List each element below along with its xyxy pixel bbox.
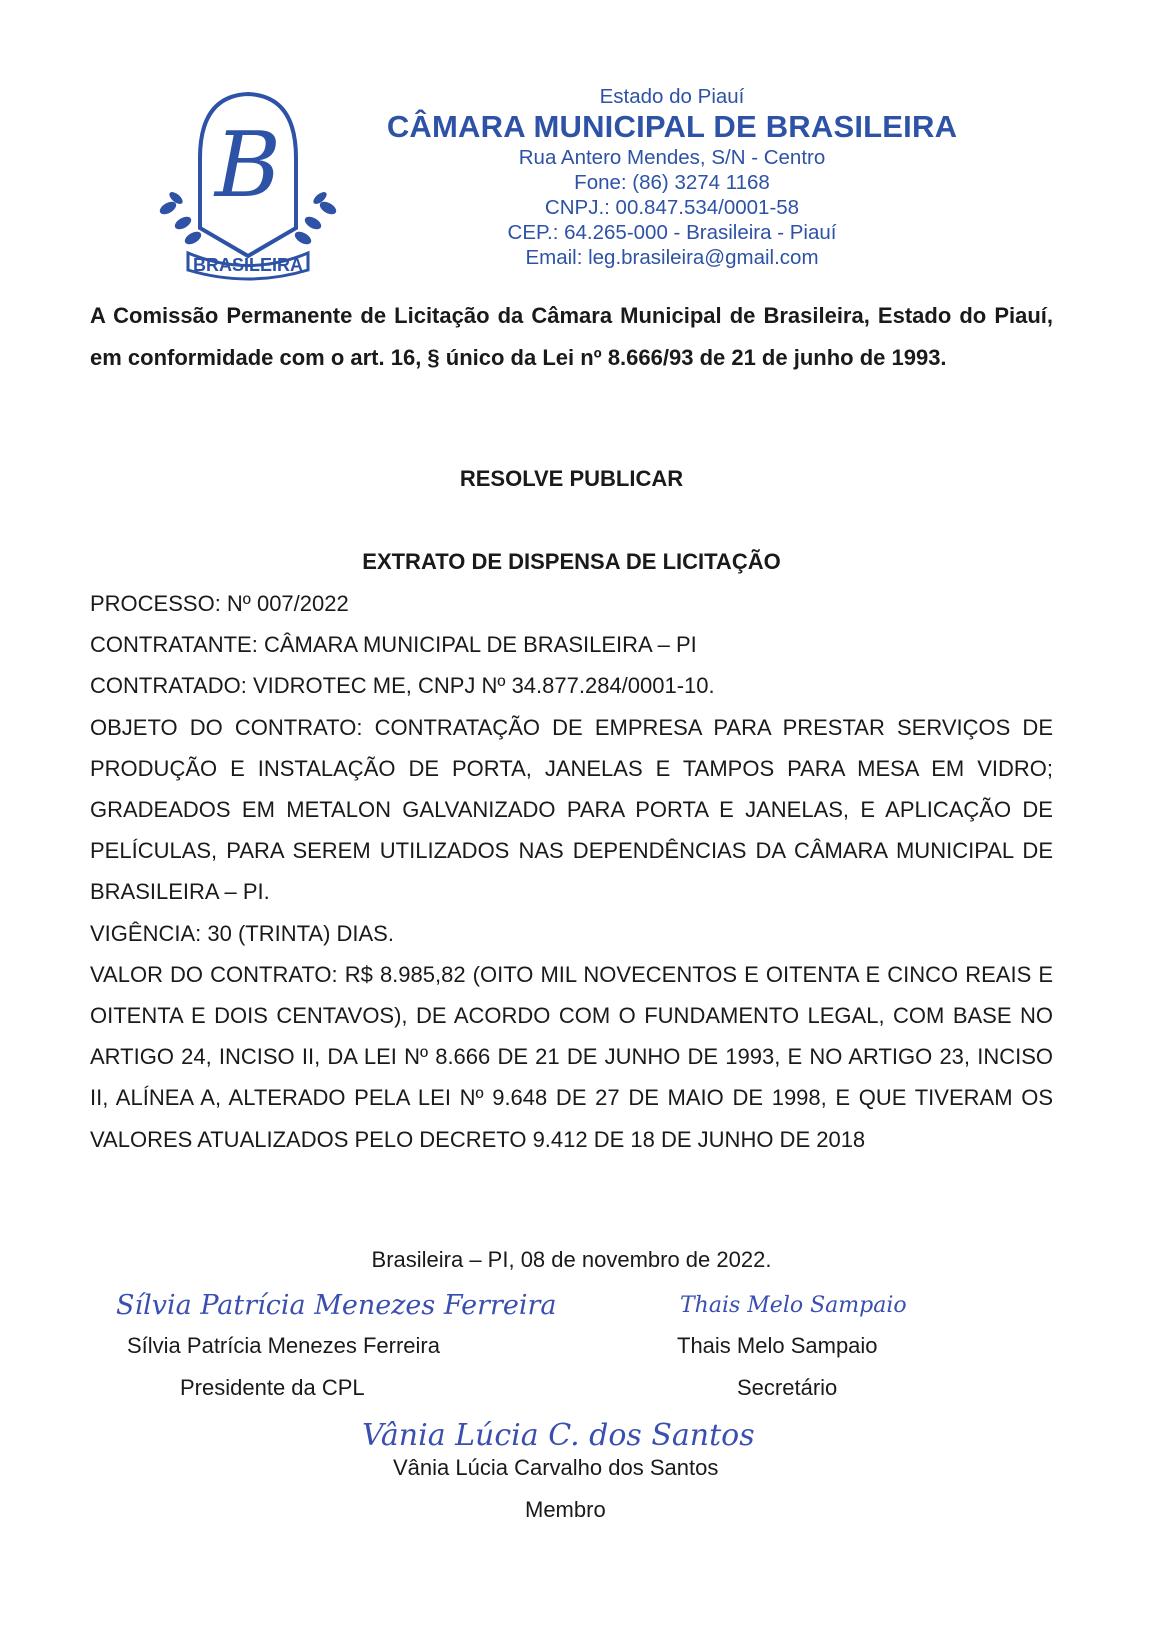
address: Rua Antero Mendes, S/N - Centro bbox=[518, 146, 826, 169]
institution-title: CÂMARA MUNICIPAL DE BRASILEIRA bbox=[386, 109, 958, 144]
letterhead bbox=[372, 84, 972, 270]
intro-paragraph: A Comissão Permanente de Licitação da Câmara Municipal de Brasileira, Estado do Piauí, em conformidade com o art. 16, § único da Lei nº 8.666/93 de 21 de junho de 1993. bbox=[90, 303, 1053, 370]
extract-body bbox=[90, 583, 1053, 1160]
signatory-role: Secretário bbox=[737, 1375, 838, 1400]
svg-text:B: B bbox=[214, 113, 282, 218]
vigencia-field: VIGÊNCIA: 30 (TRINTA) DIAS. bbox=[90, 920, 394, 946]
signatory-name: Vânia Lúcia Carvalho dos Santos bbox=[393, 1455, 719, 1480]
cnpj: CNPJ.: 00.847.534/0001-58 bbox=[544, 196, 800, 219]
signatory-name: Thais Melo Sampaio bbox=[677, 1333, 878, 1358]
signature-thais: Thais Melo Sampaio bbox=[680, 1293, 907, 1318]
extract-title: EXTRATO DE DISPENSA DE LICITAÇÃO bbox=[362, 549, 781, 574]
objeto-field: OBJETO DO CONTRATO: CONTRATAÇÃO DE EMPRESA PARA PRESTAR SERVIÇOS DE PRODUÇÃO E INSTALAÇÃO DE PORTA, JANELAS E TAMPOS PARA MESA EM VIDRO; GRADEADOS EM METALON GALVANIZADO PARA PORTA E JANELAS, E APLICAÇÃO DE PELÍCULAS, PARA SEREM UTILIZADOS NAS DEPENDÊNCIAS DA CÂMARA MUNICIPAL DE BRASILEIRA – PI. bbox=[90, 714, 1053, 905]
contratado-field: CONTRATADO: VIDROTEC ME, CNPJ Nº 34.877.284/0001-10. bbox=[90, 673, 715, 699]
chamber-logo bbox=[148, 88, 348, 283]
svg-text:BRASILEIRA: BRASILEIRA bbox=[192, 255, 304, 275]
phone: Fone: (86) 3274 1168 bbox=[574, 171, 770, 194]
state-name: Estado do Piauí bbox=[599, 85, 745, 108]
signature-silvia: Sílvia Patrícia Menezes Ferreira bbox=[116, 1290, 557, 1321]
cep: CEP.: 64.265-000 - Brasileira - Piauí bbox=[507, 221, 837, 244]
signatory-role: Presidente da CPL bbox=[180, 1375, 365, 1400]
processo-field: PROCESSO: Nº 007/2022 bbox=[90, 591, 349, 616]
valor-field: VALOR DO CONTRATO: R$ 8.985,82 (OITO MIL NOVECENTOS E OITENTA E CINCO REAIS E OITENTA E DOIS CENTAVOS), DE ACORDO COM O FUNDAMENTO LEGAL, COM BASE NO ARTIGO 24, INCISO II, DA LEI Nº 8.666 DE 21 DE JUNHO DE 1993, E NO ARTIGO 23, INCISO II, ALÍNEA A, ALTERADO PELA LEI Nº 9.648 DE 27 DE MAIO DE 1998, E QUE TIVERAM OS VALORES ATUALIZADOS PELO DECRETO 9.412 DE 18 DE JUNHO DE 2018 bbox=[90, 961, 1053, 1152]
date-line: Brasileira – PI, 08 de novembro de 2022. bbox=[371, 1247, 772, 1272]
signature-vania: Vânia Lúcia C. dos Santos bbox=[362, 1418, 755, 1453]
signatory-role: Membro bbox=[525, 1497, 606, 1522]
signatory-name: Sílvia Patrícia Menezes Ferreira bbox=[127, 1333, 440, 1358]
resolve-heading: RESOLVE PUBLICAR bbox=[459, 466, 684, 491]
email: Email: leg.brasileira@gmail.com bbox=[525, 246, 819, 269]
contratante-field: CONTRATANTE: CÂMARA MUNICIPAL DE BRASILEIRA – PI bbox=[90, 632, 697, 658]
